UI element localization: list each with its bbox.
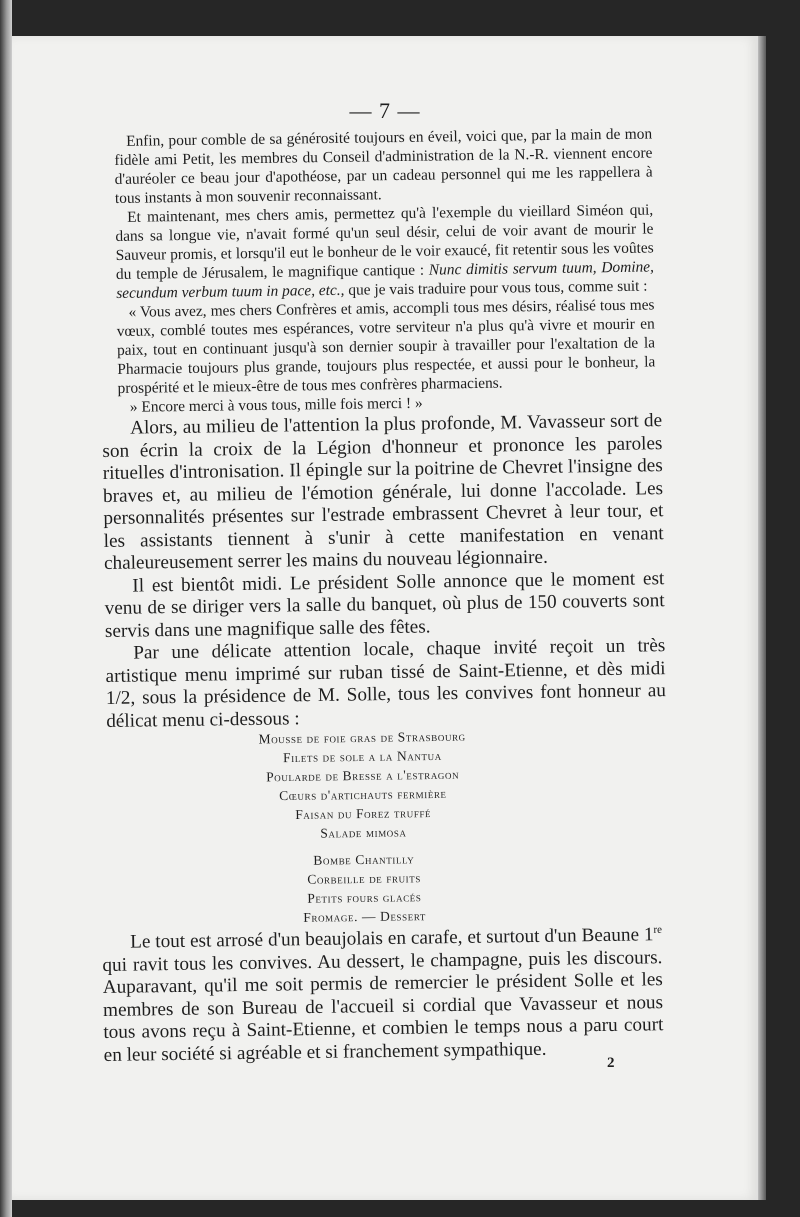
paragraph-banquet: Il est bientôt midi. Le président Solle annonce que le moment est venu de se diriger vers la salle du banquet, où plus de 150 couverts sont servis dans une magnifique salle des fêtes.	[104, 567, 665, 642]
menu-item: Fromage. — Dessert	[303, 908, 427, 925]
page-number: — 7 —	[349, 98, 421, 123]
menu-item: Bombe Chantilly	[313, 851, 415, 868]
paragraph-thanks: » Encore merci à vous tous, mille fois merci ! »	[129, 394, 423, 416]
translation-intro: que je vais traduire pour vous tous, comme suit :	[348, 277, 648, 299]
paragraph-quote: « Vous avez, mes chers Confrères et amis, accompli tous mes désirs, réalisé tous mes vœux, comblé toutes mes espérances, votre serviteur n'a plus qu'à vivre et mourir en paix, tout en continuant jusqu'à son dernier soupir à travailler pour l'exaltation de la Pharmacie toujours plus grande, toujours plus respectée, et aussi pour le bonheur, la prospérité et le mieux-être de tous mes confrères pharmaciens.	[116, 296, 656, 397]
menu-item: Corbeille de fruits	[307, 870, 422, 887]
ordinal-superscript: re	[653, 923, 663, 936]
paragraph-menu-intro: Par une délicate attention locale, chaque invité reçoit un très artistique menu imprimé sur ruban tissé de Saint-Etienne, et dès midi 1/2, sous la présidence de M. Solle, tous les convives font honneur au délicat menu ci-dessous :	[105, 635, 667, 732]
closing-block	[102, 924, 664, 1067]
menu-item: Petits fours glacés	[307, 889, 422, 906]
paragraph-closing	[102, 924, 664, 1067]
paragraph-ceremony: Alors, au milieu de l'attention la plus profonde, M. Vavasseur sort de son écrin la croix de la Légion d'honneur et prononce les paroles rituelles d'intronisation. Il épingle sur la poitrine de Chevret l'insigne des braves et, au milieu de l'émotion générale, lui donne l'accolade. Les personnalités présentes sur l'estrade embrassent Chevret à leur tour, et les assistants tiennent à s'unir à cette manifestation en venant chaleureusement serrer les mains du nouveau légionnaire.	[102, 410, 664, 574]
closing-text-start: Le tout est arrosé d'un beaujolais en carafe, et surtout d'un Beaune 1	[129, 924, 654, 953]
menu-desserts	[204, 848, 525, 928]
scan-right-edge	[758, 36, 766, 1200]
menu-item: Filets de sole a la Nantua	[282, 747, 442, 766]
banquet-menu	[202, 726, 525, 936]
paragraph-simeon	[115, 200, 654, 303]
latin-quote: Nunc dimitis servum tuum, Domine, secundum verbum tuum in pace, etc.,	[116, 258, 655, 302]
closing-text-end: qui ravit tous les convives. Au dessert, le champagne, puis les discours. Auparavant, qu'il me soit permis de remercier le président Solle et les membres de son Bureau de l'accueil si cordial que Vavasseur et nous tous avons reçu à Saint-Etienne, et combien le temps nous a paru court en leur société si agréable et si franchement sympathique.	[102, 946, 664, 1066]
menu-item: Mousse de foie gras de Strasbourg	[258, 728, 466, 747]
narrative-block	[102, 410, 666, 733]
menu-item: Faisan du Forez truffé	[295, 805, 432, 822]
signature-number: 2	[607, 1055, 615, 1071]
menu-item: Cœurs d'artichauts fermière	[279, 785, 447, 804]
scan-left-edge	[0, 0, 12, 1217]
simeon-text: Et maintenant, mes chers amis, permettez qu'à l'exemple du vieillard Siméon qui, dans sa longue vie, n'avait formé qu'un seul désir, celui de voir avant de mourir le Sauveur promis, et lorsqu'il eut le bonheur de le voir exaucé, fit retentir sous les voûtes du temple de Jérusalem, le magnifique cantique :	[115, 201, 654, 283]
letter-excerpt	[114, 124, 656, 416]
menu-item: Salade mimosa	[320, 824, 407, 841]
menu-item: Poularde de Bresse a l'estragon	[266, 766, 460, 785]
menu-courses	[202, 726, 524, 844]
document-page	[12, 36, 758, 1200]
paragraph-gift: Enfin, pour comble de sa générosité toujours en éveil, voici que, par la main de mon fidèle ami Petit, les membres du Conseil d'administration de la N.-R. viennent encore d'auréoler ce beau jour d'apothéose, par un cadeau personnel qui me les rappellera à tous instants à mon souvenir reconnaissant.	[114, 125, 653, 207]
